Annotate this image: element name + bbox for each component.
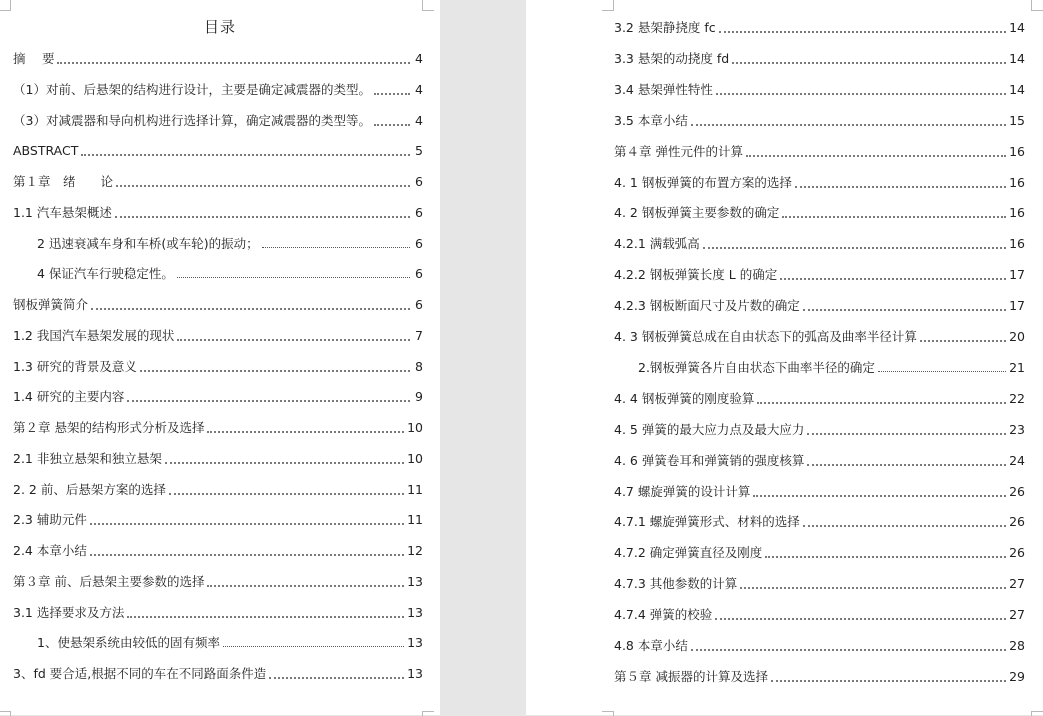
toc-page-number: 11 [407,512,423,528]
toc-dot-leader [140,370,410,372]
toc-entry-title: 3.4 悬架弹性特性 [614,81,713,97]
toc-page-number: 9 [415,389,423,405]
toc-dot-leader [169,493,404,495]
toc-entry[interactable] [614,511,1025,531]
toc-entry-title: （1）对前、后悬架的结构进行设计，主要是确定减震器的类型。 [13,81,371,97]
toc-dot-leader [807,464,1006,466]
page-corner-mark [1031,711,1043,716]
toc-page-number: 6 [415,266,423,282]
toc-entry[interactable] [614,48,1025,68]
toc-page-number: 10 [407,450,423,466]
toc-entry[interactable] [13,233,423,253]
page-corner-mark [422,0,434,11]
toc-entry-title: 3.2 悬架静挠度 fc [614,20,716,35]
toc-entry-title: 2.4 本章小结 [13,543,87,558]
toc-dot-leader [715,618,1006,620]
toc-entry-title: 1.1 汽车悬架概述 [13,204,112,220]
toc-entry-title: 4. 1 钢板弹簧的布置方案的选择 [614,174,792,190]
toc-page-number: 4 [415,112,423,128]
toc-page-number: 14 [1009,50,1025,66]
toc-entry[interactable] [13,202,423,222]
toc-dot-leader [165,462,404,464]
toc-entry-title: 4. 3 钢板弹簧总成在自由状态下的弧高及曲率半径计算 [614,329,917,344]
toc-entry[interactable] [13,386,423,406]
toc-entry[interactable] [614,450,1025,470]
toc-entry-title: 1、使悬架系统由较低的固有频率 [37,635,220,651]
toc-entry-title: 2 迅速衰减车身和车桥(或车轮)的振动； [37,235,259,251]
toc-page-number: 27 [1009,576,1025,592]
toc-page-number: 10 [407,420,423,435]
toc-entry-title: 4. 5 弹簧的最大应力点及最大应力 [614,421,805,437]
page-corner-mark [1031,0,1043,11]
toc-dot-leader [795,186,1006,188]
toc-page-number: 17 [1009,298,1025,314]
toc-page-number: 23 [1009,421,1025,437]
toc-page-number: 21 [1009,359,1025,375]
toc-dot-leader [803,525,1006,527]
toc-entry-title: 4 保证汽车行驶稳定性。 [37,266,174,282]
toc-page-number: 22 [1009,390,1025,406]
toc-page-number: 14 [1009,20,1025,35]
toc-page-number: 15 [1009,112,1025,128]
page-gap [440,0,526,715]
toc-dot-leader [269,677,404,679]
toc-dot-leader [207,585,404,587]
toc-entry[interactable] [614,357,1025,377]
toc-page-number: 16 [1009,236,1025,252]
toc-entry[interactable] [614,172,1025,192]
toc-entry[interactable] [13,263,423,283]
toc-entry[interactable] [614,388,1025,408]
toc-dot-leader [90,523,404,525]
toc-entry-title: 4.8 本章小结 [614,638,688,653]
toc-entry-title: 第３章 前、后悬架主要参数的选择 [13,573,205,589]
toc-entry[interactable] [13,540,423,560]
toc-page-number: 4 [415,51,423,66]
toc-page-number: 14 [1009,81,1025,97]
toc-entry[interactable] [614,481,1025,501]
toc-dot-leader [90,554,404,556]
toc-entry[interactable] [614,542,1025,562]
toc-entry-title: 1.4 研究的主要内容 [13,389,125,405]
toc-page-number: 24 [1009,452,1025,468]
toc-entry[interactable] [614,604,1025,624]
toc-entry-title: 3.5 本章小结 [614,112,688,128]
toc-page-number: 20 [1009,329,1025,344]
toc-page-number: 6 [415,204,423,220]
toc-entry-title: 4.7.3 其他参数的计算 [614,576,738,592]
toc-page-number: 5 [415,143,423,159]
toc-page-number: 17 [1009,267,1025,283]
toc-entry-title: 4.7.2 确定弹簧直径及刚度 [614,545,763,561]
toc-dot-leader [740,587,1006,589]
toc-entry-title: 4.2.3 钢板断面尺寸及片数的确定 [614,298,800,314]
toc-page-number: 6 [415,297,423,312]
toc-entry-title: 第１章 绪 论 [13,174,114,189]
toc-entry-title: 3.1 选择要求及方法 [13,604,125,620]
toc-entry[interactable] [13,602,423,622]
toc-dot-leader [691,649,1006,651]
toc-dot-leader [878,371,1006,372]
toc-entry[interactable] [614,110,1025,130]
toc-entry[interactable] [13,294,423,314]
toc-entry[interactable] [614,326,1025,346]
toc-dot-leader [374,124,410,126]
toc-page-number: 29 [1009,668,1025,684]
toc-dot-leader [765,556,1006,558]
toc-dot-leader [807,433,1006,435]
toc-dot-leader [782,216,1006,218]
document-page-right [526,0,1043,715]
toc-page-number: 16 [1009,143,1025,159]
toc-page-number: 13 [407,604,423,620]
toc-page-number: 4 [415,81,423,97]
toc-entry-title: 4. 6 弹簧卷耳和弹簧销的强度核算 [614,452,805,468]
toc-entry-title: 4.2.2 钢板弹簧长度 L 的确定 [614,267,778,283]
toc-page-number: 26 [1009,514,1025,530]
toc-entry[interactable] [13,479,423,499]
toc-page-number: 13 [407,573,423,589]
toc-entry[interactable] [13,325,423,345]
toc-entry[interactable] [614,264,1025,284]
toc-entry-title: 1.3 研究的背景及意义 [13,358,137,374]
toc-entry-title: 1.2 我国汽车悬架发展的现状 [13,327,175,343]
page-corner-mark [0,0,11,11]
toc-dot-leader [374,93,410,95]
toc-page-number: 26 [1009,483,1025,499]
toc-entry[interactable] [614,666,1025,686]
toc-dot-leader [920,340,1006,342]
toc-dot-leader [223,646,404,647]
toc-dot-leader [771,680,1006,682]
toc-dot-leader [703,247,1006,249]
toc-dot-leader [753,495,1006,497]
document-page-left [0,0,440,715]
toc-dot-leader [115,216,410,218]
toc-dot-leader [127,400,410,402]
toc-entry[interactable] [13,417,423,437]
toc-entry[interactable] [13,448,423,468]
toc-page-number: 28 [1009,638,1025,653]
toc-entry[interactable] [13,663,423,683]
toc-entry[interactable] [614,635,1025,655]
toc-entry-title: 2.钢板弹簧各片自由状态下曲率半径的确定 [638,359,875,375]
toc-dot-leader [207,431,404,433]
toc-entry[interactable] [13,509,423,529]
toc-entry-title: 4.7.4 弹簧的校验 [614,607,713,623]
toc-title: 目录 [203,18,236,36]
toc-entry[interactable] [614,573,1025,593]
toc-entry-title: （3）对减震器和导向机构进行选择计算，确定减震器的类型等。 [13,112,371,128]
toc-page-number: 8 [415,358,423,374]
toc-entry-title: 3.3 悬架的动挠度 fd [614,50,730,66]
toc-entry-title: 2.3 辅助元件 [13,512,87,528]
toc-page-number: 12 [407,543,423,558]
toc-entry[interactable] [13,171,423,191]
toc-entry-title: 第５章 减振器的计算及选择 [614,668,768,684]
toc-dot-leader [746,155,1006,157]
toc-entry[interactable] [614,233,1025,253]
toc-entry-title: 3、fd 要合适,根据不同的车在不同路面条件造 [13,666,267,681]
toc-dot-leader [127,616,404,618]
page-corner-mark [0,711,11,716]
toc-dot-leader [91,308,410,310]
toc-entry-title: 钢板弹簧简介 [13,297,89,312]
page-corner-mark [602,0,614,11]
toc-dot-leader [780,278,1006,280]
toc-entry-title: 第２章 悬架的结构形式分析及选择 [13,420,205,435]
toc-entry[interactable] [13,571,423,591]
toc-dot-leader [803,309,1006,311]
toc-entry-title: 2.1 非独立悬架和独立悬架 [13,450,162,466]
toc-page-number: 26 [1009,545,1025,561]
toc-entry-title: 2. 2 前、后悬架方案的选择 [13,481,166,497]
toc-entry-title: 4.2.1 满载弧高 [614,236,700,252]
toc-page-number: 16 [1009,205,1025,221]
toc-entry-title: 4.7 螺旋弹簧的设计计算 [614,483,751,499]
toc-dot-leader [57,62,410,64]
toc-dot-leader [716,93,1006,95]
toc-page-number: 13 [407,635,423,651]
toc-entry[interactable] [13,110,423,130]
toc-dot-leader [81,154,410,156]
toc-entry-title: 4. 4 钢板弹簧的刚度验算 [614,390,755,406]
toc-entry[interactable] [13,48,423,68]
toc-entry[interactable] [13,356,423,376]
page-corner-mark [422,711,434,716]
toc-entry[interactable] [614,295,1025,315]
toc-dot-leader [177,277,410,278]
toc-page-number: 27 [1009,607,1025,623]
toc-page-number: 13 [407,666,423,681]
toc-entry[interactable] [614,79,1025,99]
toc-dot-leader [719,31,1006,33]
toc-page-number: 6 [415,235,423,251]
page-corner-mark [602,711,614,716]
toc-dot-leader [691,124,1006,126]
toc-entry[interactable] [13,632,423,652]
toc-dot-leader [757,402,1006,404]
toc-entry[interactable] [614,202,1025,222]
toc-entry[interactable] [614,17,1025,37]
toc-entry-title: 4. 2 钢板弹簧主要参数的确定 [614,205,780,221]
toc-page-number: 16 [1009,174,1025,190]
toc-entry[interactable] [614,419,1025,439]
toc-entry-title: 4.7.1 螺旋弹簧形式、材料的选择 [614,514,800,530]
toc-dot-leader [262,247,410,248]
toc-page-number: 11 [407,481,423,497]
toc-page-number: 7 [415,327,423,343]
toc-entry-title: 摘 要 [13,51,55,66]
toc-entry-title: 第４章 弹性元件的计算 [614,143,743,159]
toc-entry[interactable] [13,79,423,99]
toc-entry-title: ABSTRACT [13,143,79,159]
toc-dot-leader [732,62,1006,64]
toc-dot-leader [177,339,410,341]
toc-entry[interactable] [614,141,1025,161]
toc-dot-leader [116,185,410,187]
toc-page-number: 6 [415,174,423,189]
toc-entry[interactable] [13,140,423,160]
